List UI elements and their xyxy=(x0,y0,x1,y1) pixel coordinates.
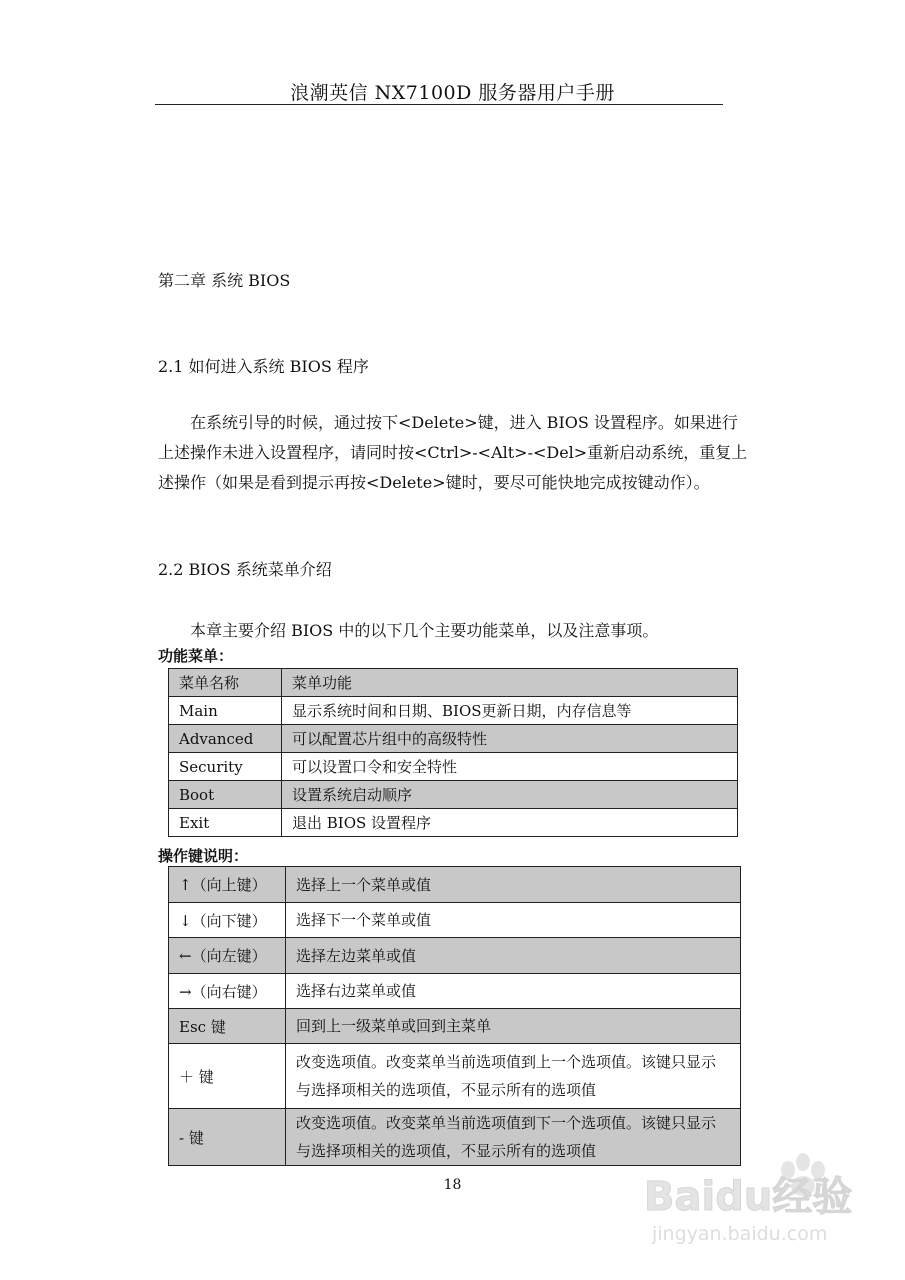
key-desc-cell: 改变选项值。改变菜单当前选项值到上一个选项值。该键只显示与选择项相关的选项值，不显示所有的选项值 xyxy=(286,1044,741,1109)
table-row xyxy=(169,697,738,725)
header-title: 浪潮英信 NX7100D 服务器用户手册 xyxy=(290,82,615,104)
page-number: 18 xyxy=(443,1177,462,1193)
table-row xyxy=(169,1009,741,1044)
menu-name-cell: Boot xyxy=(169,781,282,809)
table-row xyxy=(169,809,738,837)
header-rule xyxy=(155,104,723,105)
table-row xyxy=(169,753,738,781)
menu-desc-cell: 可以设置口令和安全特性 xyxy=(282,753,738,781)
key-desc-cell: 回到上一级菜单或回到主菜单 xyxy=(286,1009,741,1044)
table-row xyxy=(169,1044,741,1109)
table-row xyxy=(169,867,741,903)
menu-desc-cell: 设置系统启动顺序 xyxy=(282,781,738,809)
menu-name-cell: Exit xyxy=(169,809,282,837)
menu-desc-cell: 可以配置芯片组中的高级特性 xyxy=(282,725,738,753)
section-2-heading: 2.2 BIOS 系统菜单介绍 xyxy=(158,560,332,579)
key-desc-cell: 选择右边菜单或值 xyxy=(286,974,741,1009)
keys-table-label: 操作键说明： xyxy=(158,847,249,865)
menu-table-label: 功能菜单： xyxy=(158,647,234,665)
menu-name-cell: Security xyxy=(169,753,282,781)
table-row xyxy=(169,938,741,974)
section-1-paragraph: 在系统引导的时候，通过按下<Delete>键，进入 BIOS 设置程序。如果进行上述操作未进入设置程序，请同时按<Ctrl>-<Alt>-<Del>重新启动系统，重复上述操作（如果是看到提示再按<Delete>键时，要尽可能快地完成按键动作）。 xyxy=(158,413,748,492)
section-2-intro: 本章主要介绍 BIOS 中的以下几个主要功能菜单，以及注意事项。 xyxy=(190,621,659,640)
watermark-url: jingyan.baidu.com xyxy=(652,1223,828,1245)
key-cell: ＋ 键 xyxy=(169,1044,286,1109)
watermark-brand: Baidu经验 xyxy=(644,1174,853,1220)
menu-desc-cell: 菜单功能 xyxy=(282,669,738,697)
key-desc-cell: 选择左边菜单或值 xyxy=(286,938,741,974)
keys-table xyxy=(168,866,741,1166)
menu-name-cell: Advanced xyxy=(169,725,282,753)
key-cell: Esc 键 xyxy=(169,1009,286,1044)
key-desc-cell: 选择下一个菜单或值 xyxy=(286,903,741,938)
table-row xyxy=(169,781,738,809)
table-row xyxy=(169,903,741,938)
table-row xyxy=(169,669,738,697)
table-row xyxy=(169,725,738,753)
menu-desc-cell: 显示系统时间和日期、BIOS更新日期，内存信息等 xyxy=(282,697,738,725)
key-cell: - 键 xyxy=(169,1109,286,1166)
key-desc-cell: 改变选项值。改变菜单当前选项值到下一个选项值。该键只显示与选择项相关的选项值，不显示所有的选项值 xyxy=(286,1109,741,1166)
menu-table xyxy=(168,668,738,837)
menu-name-cell: 菜单名称 xyxy=(169,669,282,697)
chapter-title: 第二章 系统 BIOS xyxy=(158,271,291,290)
section-1-heading: 2.1 如何进入系统 BIOS 程序 xyxy=(158,357,369,376)
table-row xyxy=(169,974,741,1009)
key-cell: →（向右键） xyxy=(169,974,286,1009)
baidu-watermark-logo xyxy=(640,1152,890,1247)
menu-name-cell: Main xyxy=(169,697,282,725)
menu-desc-cell: 退出 BIOS 设置程序 xyxy=(282,809,738,837)
key-desc-cell: 选择上一个菜单或值 xyxy=(286,867,741,903)
key-cell: ↑（向上键） xyxy=(169,867,286,903)
key-cell: ↓（向下键） xyxy=(169,903,286,938)
key-cell: ←（向左键） xyxy=(169,938,286,974)
